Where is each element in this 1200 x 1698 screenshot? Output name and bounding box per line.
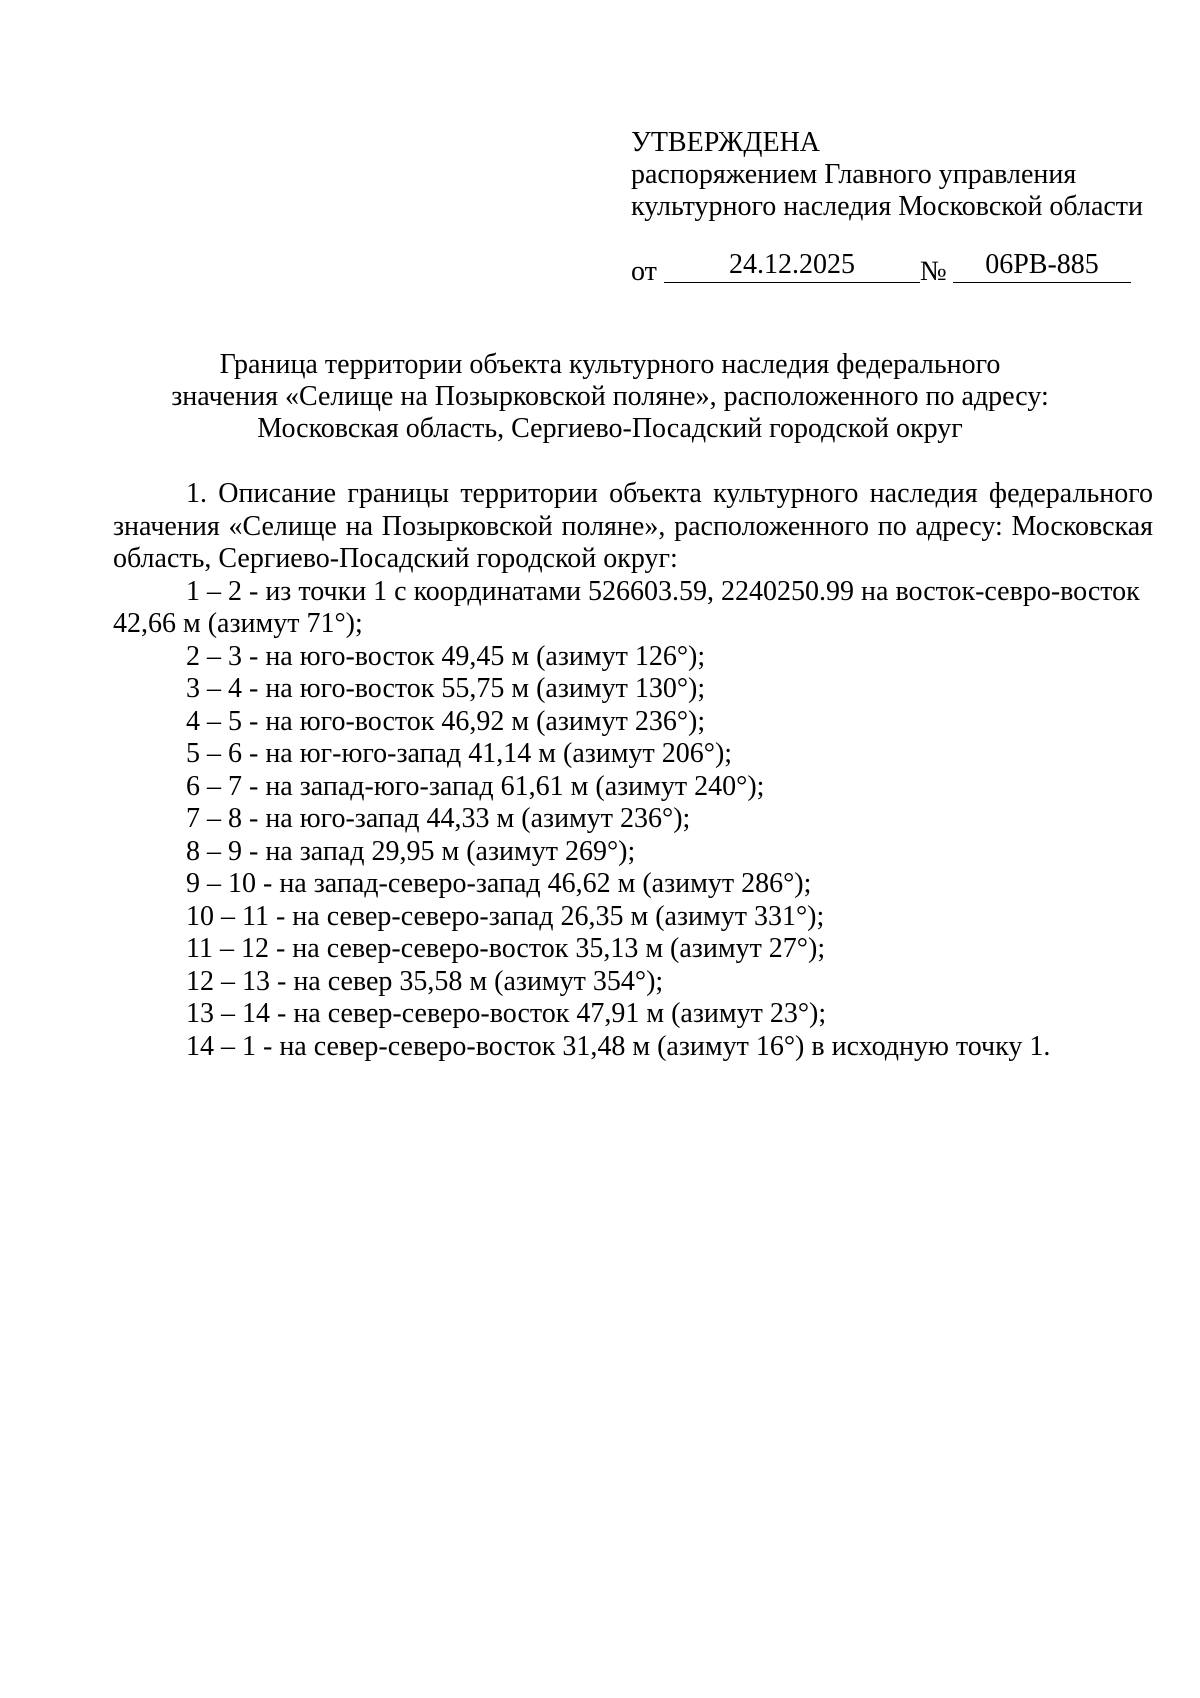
boundary-segment: 6 – 7 - на запад-юго-запад 61,61 м (азимут 240°); xyxy=(186,770,765,802)
boundary-segment: 1 – 2 - из точки 1 с координатами 526603.59, 2240250.99 на восток-севро-восток 42,66 м (азимут 71°); xyxy=(113,575,1140,639)
decree-date: 24.12.2025 xyxy=(664,250,920,283)
title-line-1: Граница территории объекта культурного наследия федерального xyxy=(219,349,1001,380)
boundary-segment: 10 – 11 - на север-северо-запад 26,35 м (азимут 331°); xyxy=(186,900,825,932)
decree-number: 06РВ-885 xyxy=(953,250,1131,283)
boundary-segment: 8 – 9 - на запад 29,95 м (азимут 269°); xyxy=(186,835,636,867)
boundary-segment: 5 – 6 - на юг-юго-запад 41,14 м (азимут 206°); xyxy=(186,738,733,769)
date-label: от xyxy=(631,256,657,287)
decree-date-number-row xyxy=(631,250,1131,290)
approval-heading: УТВЕРЖДЕНА xyxy=(631,127,821,158)
approval-line-2: культурного наследия Московской области xyxy=(631,191,1144,222)
approval-line-1: распоряжением Главного управления xyxy=(631,159,1077,190)
boundary-segment: 3 – 4 - на юго-восток 55,75 м (азимут 130°); xyxy=(186,673,706,704)
boundary-segment: 14 – 1 - на север-северо-восток 31,48 м (азимут 16°) в исходную точку 1. xyxy=(186,1030,1051,1062)
title-line-2: значения «Селище на Позырковской поляне», расположенного по адресу: xyxy=(171,381,1049,412)
boundary-segment: 11 – 12 - на север-северо-восток 35,13 м (азимут 27°); xyxy=(186,933,826,964)
boundary-segment: 7 – 8 - на юго-запад 44,33 м (азимут 236°); xyxy=(186,803,691,834)
approval-block xyxy=(631,127,1161,223)
boundary-segment: 4 – 5 - на юго-восток 46,92 м (азимут 236°); xyxy=(186,705,706,737)
boundary-segment: 9 – 10 - на запад-северо-запад 46,62 м (азимут 286°); xyxy=(186,868,812,899)
description-intro: 1. Описание границы территории объекта культурного наследия федерального значения «Селище на Позырковской поляне», расположенного по адресу: Московская область, Сергиево-Посадский городской округ: xyxy=(113,478,1153,574)
boundary-description xyxy=(113,478,1153,1063)
title-line-3: Московская область, Сергиево-Посадский городской округ xyxy=(257,413,963,444)
document-title xyxy=(120,349,1100,445)
boundary-segment: 12 – 13 - на север 35,58 м (азимут 354°); xyxy=(186,965,664,997)
boundary-segment: 2 – 3 - на юго-восток 49,45 м (азимут 126°); xyxy=(186,640,706,672)
number-label: № xyxy=(920,256,947,287)
boundary-segment: 13 – 14 - на север-северо-восток 47,91 м (азимут 23°); xyxy=(186,998,827,1029)
